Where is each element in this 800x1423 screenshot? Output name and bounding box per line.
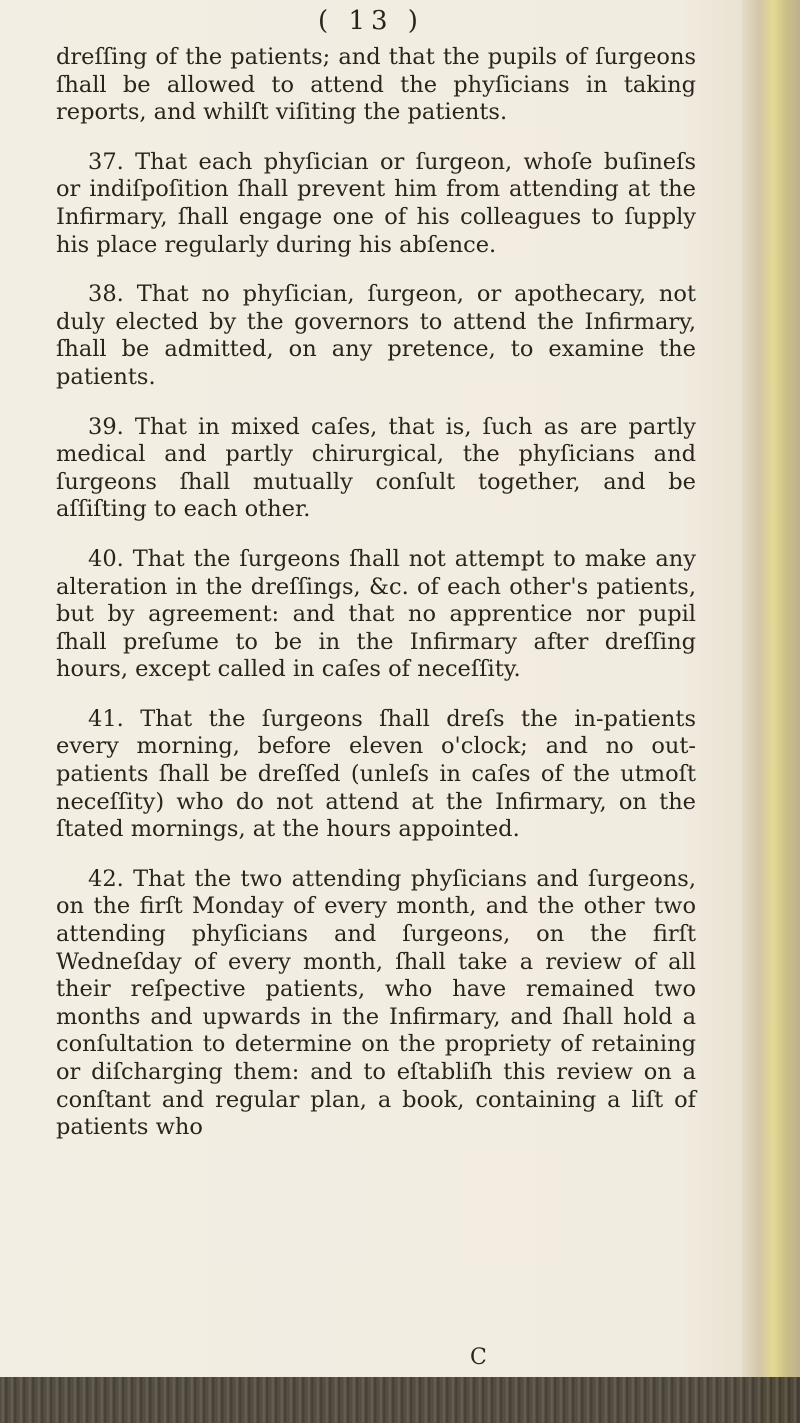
body-text: [56, 44, 696, 1142]
page-bottom-edge: [0, 1377, 800, 1423]
page-number: ( 13 ): [318, 6, 424, 36]
rule-39: 39. That in mixed caſes, that is, ſuch as are partly medical and partly chirurgical, the phyſicians and ſurgeons ſhall mutually conſult together, and be aſſiſting to each other.: [56, 413, 696, 523]
paragraph-continued: dreſſing of the patients; and that the pupils of ſurgeons ſhall be allowed to attend the phyſicians in taking reports, and whilſt viſiting the patients.: [56, 44, 696, 126]
signature-mark: C: [470, 1345, 487, 1370]
rule-37: 37. That each phyſician or ſurgeon, whoſe buſineſs or indiſpoſition ſhall prevent him from attending at the Infirmary, ſhall engage one of his colleagues to ſupply his place regularly during his abſence.: [56, 148, 696, 258]
rule-42: 42. That the two attending phyſicians and ſurgeons, on the firſt Monday of every month, and the other two attending phyſicians and ſurgeons, on the firſt Wedneſday of every month, ſhall take a review of all their reſpective patients, who have remained two months and upwards in the Infirmary, and ſhall hold a conſultation to determine on the propriety of retaining or diſcharging them: and to eſtabliſh this review on a conſtant and regular plan, a book, containing a liſt of patients who: [56, 865, 696, 1141]
rule-38: 38. That no phyſician, ſurgeon, or apothecary, not duly elected by the governors to attend the Infirmary, ſhall be admitted, on any pretence, to examine the patients.: [56, 281, 696, 390]
page-gutter: [742, 0, 800, 1423]
rule-40: 40. That the ſurgeons ſhall not attempt to make any alteration in the dreſſings, &c. of each other's patients, but by agreement: and that no apprentice nor pupil ſhall preſume to be in the Infirmary after dreſſing hours, except called in caſes of neceſſity.: [56, 545, 696, 683]
rule-41: 41. That the ſurgeons ſhall dreſs the in-patients every morning, before eleven o'clock; and no out-patients ſhall be dreſſed (unleſs in caſes of the utmoſt neceſſity) who do not attend at the Infirmary, on the ſtated mornings, at the hours appointed.: [56, 705, 696, 843]
